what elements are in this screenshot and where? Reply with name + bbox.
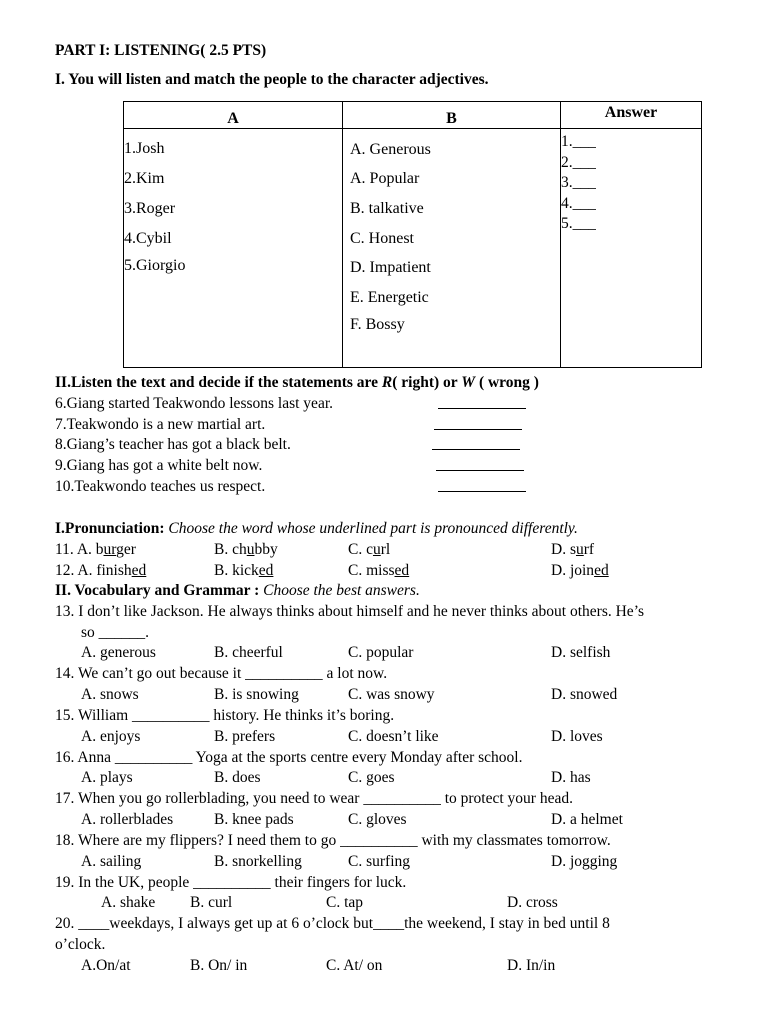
vocab-heading: II. Vocabulary and Grammar : Choose the best answers. (55, 582, 420, 599)
column-a-header: A (124, 102, 343, 129)
q16-option-b[interactable]: B. does (214, 769, 261, 786)
q19-option-d[interactable]: D. cross (507, 894, 558, 911)
q18-stem: 18. Where are my flippers? I need them to go __________ with my classmates tomorrow. (55, 832, 611, 849)
q20-option-b[interactable]: B. On/ in (190, 957, 248, 974)
q11-option-c: C. curl (348, 541, 391, 558)
statement: 7.Teakwondo is a new martial art. (55, 416, 266, 433)
q13-option-a[interactable]: A. generous (81, 644, 156, 661)
q15-option-b[interactable]: B. prefers (214, 728, 276, 745)
q13-option-d[interactable]: D. selfish (551, 644, 611, 661)
answer-blank[interactable]: 3.___ (561, 174, 596, 191)
answer-line[interactable] (432, 435, 520, 455)
adjective-item: E. Energetic (350, 289, 429, 306)
q12-option-b: B. kicked (214, 562, 274, 579)
answer-blank[interactable]: 5.___ (561, 215, 596, 232)
adjective-item: B. talkative (350, 200, 424, 217)
answer-line[interactable] (438, 394, 526, 414)
q12-option-c: C. missed (348, 562, 410, 579)
q17-option-a[interactable]: A. rollerblades (81, 811, 174, 828)
q20-stem-cont: o’clock. (55, 936, 106, 953)
q16-option-d[interactable]: D. has (551, 769, 591, 786)
person-item: 4.Cybil (124, 230, 172, 247)
q13-stem: 13. I don’t like Jackson. He always thinks about himself and he never thinks about others. He’s (55, 603, 645, 620)
q11-option-a: 11. A. burger (55, 541, 136, 558)
adjective-item: C. Honest (350, 230, 414, 247)
q18-option-a[interactable]: A. sailing (81, 853, 142, 870)
q15-option-c[interactable]: C. doesn’t like (348, 728, 439, 745)
statement: 10.Teakwondo teaches us respect. (55, 478, 266, 495)
adjective-item: A. Generous (350, 141, 431, 158)
answer-blank[interactable]: 2.___ (561, 153, 596, 171)
q11-option-b: B. chubby (214, 541, 278, 558)
answers-cell (561, 129, 702, 368)
q20-option-a[interactable]: A.On/at (81, 957, 131, 974)
q13-option-b[interactable]: B. cheerful (214, 644, 283, 661)
q17-stem: 17. When you go rollerblading, you need to wear __________ to protect your head. (55, 790, 573, 807)
statement: 8.Giang’s teacher has got a black belt. (55, 436, 291, 453)
q20-option-d[interactable]: D. In/in (507, 957, 556, 974)
person-item: 3.Roger (124, 200, 176, 217)
answer-blank[interactable]: 4.___ (561, 194, 596, 212)
q19-option-c[interactable]: C. tap (326, 894, 364, 911)
adjectives-cell (343, 129, 561, 368)
q17-option-d[interactable]: D. a helmet (551, 811, 623, 828)
q12-option-a: 12. A. finished (55, 562, 147, 579)
q12-option-d: D. joined (551, 562, 609, 579)
q17-option-b[interactable]: B. knee pads (214, 811, 294, 828)
pronunciation-heading: I.Pronunciation: Choose the word whose underlined part is pronounced differently. (55, 520, 578, 537)
column-b-header: B (343, 102, 561, 129)
q16-stem: 16. Anna __________ Yoga at the sports centre every Monday after school. (55, 749, 523, 766)
q20-option-c[interactable]: C. At/ on (326, 957, 383, 974)
q19-option-b[interactable]: B. curl (190, 894, 233, 911)
q14-option-c[interactable]: C. was snowy (348, 686, 435, 703)
statement: 6.Giang started Teakwondo lessons last year. (55, 395, 334, 412)
q15-stem: 15. William __________ history. He thinks it’s boring. (55, 707, 395, 724)
matching-table (123, 101, 702, 368)
adjective-item: D. Impatient (350, 259, 431, 276)
part-title: PART I: LISTENING( 2.5 PTS) (55, 42, 267, 59)
answer-blank[interactable]: 1.___ (561, 133, 596, 150)
q16-option-c[interactable]: C. goes (348, 769, 395, 786)
section1-title: I. You will listen and match the people to the character adjectives. (55, 71, 489, 88)
statement: 9.Giang has got a white belt now. (55, 457, 263, 474)
q14-option-d[interactable]: D. snowed (551, 686, 618, 703)
column-answer-header: Answer (561, 102, 702, 129)
section2-title: II.Listen the text and decide if the statements are R( right) or W ( wrong ) (55, 374, 539, 391)
people-cell (124, 129, 343, 368)
answer-line[interactable] (438, 477, 526, 497)
person-item: 5.Giorgio (124, 257, 186, 274)
answer-line[interactable] (434, 415, 522, 435)
q11-option-d: D. surf (551, 541, 595, 558)
q15-option-d[interactable]: D. loves (551, 728, 603, 745)
q15-option-a[interactable]: A. enjoys (81, 728, 141, 745)
adjective-item: A. Popular (350, 170, 420, 187)
q13-stem-cont: so ______. (81, 624, 150, 641)
q18-option-b[interactable]: B. snorkelling (214, 853, 302, 870)
adjective-item: F. Bossy (350, 316, 405, 333)
answer-line[interactable] (436, 456, 524, 476)
q13-option-c[interactable]: C. popular (348, 644, 414, 661)
q14-option-a[interactable]: A. snows (81, 686, 139, 703)
q20-stem: 20. ____weekdays, I always get up at 6 o’clock but____the weekend, I stay in bed until 8 (55, 915, 610, 932)
q18-option-c[interactable]: C. surfing (348, 853, 410, 870)
q19-stem: 19. In the UK, people __________ their fingers for luck. (55, 874, 407, 891)
person-item: 1.Josh (124, 140, 165, 157)
q16-option-a[interactable]: A. plays (81, 769, 133, 786)
person-item: 2.Kim (124, 170, 165, 187)
q14-stem: 14. We can’t go out because it __________ a lot now. (55, 665, 388, 682)
q18-option-d[interactable]: D. jogging (551, 853, 618, 870)
q14-option-b[interactable]: B. is snowing (214, 686, 299, 703)
q19-option-a[interactable]: A. shake (101, 894, 156, 911)
q17-option-c[interactable]: C. gloves (348, 811, 407, 828)
